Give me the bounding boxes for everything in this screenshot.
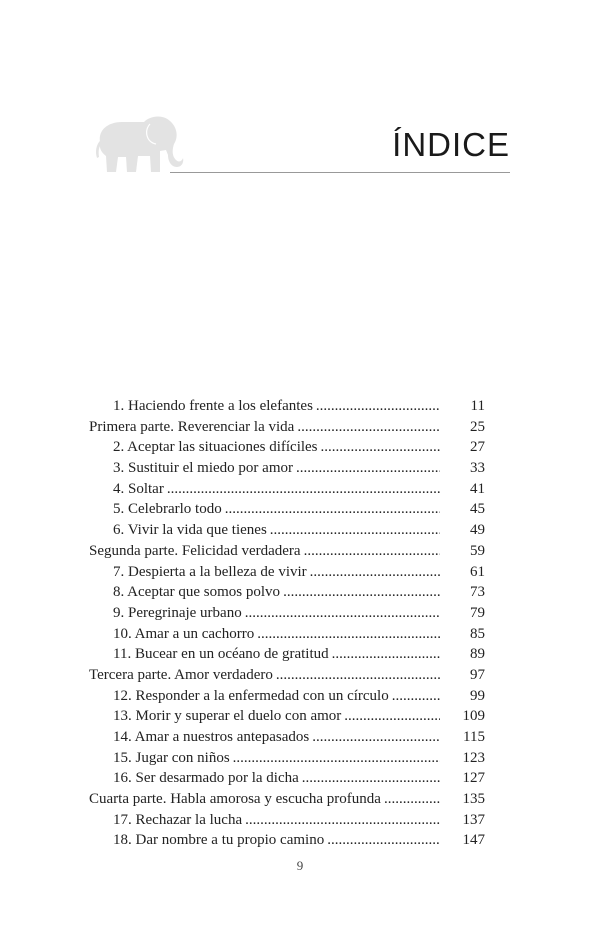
toc-entry-title: 13. Morir y superar el duelo con amor — [113, 708, 342, 725]
toc-chapter-entry — [89, 396, 485, 417]
toc-dot-leader — [304, 541, 440, 562]
toc-chapter-entry — [89, 768, 485, 789]
toc-chapter-entry — [89, 499, 485, 520]
toc-chapter-entry — [89, 603, 485, 624]
toc-chapter-entry — [89, 562, 485, 583]
toc-dot-leader — [297, 417, 440, 438]
toc-entry-title: 11. Bucear en un océano de gratitud — [113, 646, 329, 663]
toc-entry-page-number: 61 — [470, 563, 485, 580]
toc-dot-leader — [344, 706, 440, 727]
toc-dot-leader — [310, 562, 440, 583]
toc-entry-title: Cuarta parte. Habla amorosa y escucha profunda — [89, 791, 381, 808]
toc-chapter-entry — [89, 706, 485, 727]
toc-entry-title: 5. Celebrarlo todo — [113, 501, 222, 518]
toc-chapter-entry — [89, 437, 485, 458]
toc-entry-title: 10. Amar a un cachorro — [113, 625, 255, 642]
toc-entry-title: 4. Soltar — [113, 480, 164, 497]
toc-entry-page-number: 115 — [463, 729, 485, 745]
title-divider — [170, 172, 510, 173]
toc-dot-leader — [245, 603, 440, 624]
toc-entry-page-number: 49 — [470, 522, 485, 539]
toc-chapter-entry — [89, 458, 485, 479]
toc-chapter-entry — [89, 624, 485, 645]
page-number: 9 — [296, 858, 304, 873]
toc-dot-leader — [332, 644, 440, 665]
toc-entry-title: 2. Aceptar las situaciones difíciles — [113, 439, 318, 456]
toc-dot-leader — [233, 748, 440, 769]
toc-dot-leader — [245, 810, 440, 831]
toc-chapter-entry — [89, 479, 485, 500]
toc-entry-page-number: 41 — [470, 480, 485, 497]
toc-entry-page-number: 137 — [462, 811, 485, 828]
toc-entry-page-number: 27 — [470, 439, 485, 456]
toc-entry-title: 7. Despierta a la belleza de vivir — [113, 563, 307, 580]
toc-chapter-entry — [89, 644, 485, 665]
toc-dot-leader — [296, 458, 440, 479]
toc-chapter-entry — [89, 686, 485, 707]
toc-entry-page-number: 45 — [470, 501, 485, 518]
toc-dot-leader — [257, 624, 440, 645]
toc-dot-leader — [283, 582, 440, 603]
toc-entry-title: Tercera parte. Amor verdadero — [89, 666, 273, 683]
toc-entry-title: 15. Jugar con niños — [113, 749, 230, 766]
toc-entry-page-number: 59 — [470, 542, 485, 559]
toc-dot-leader — [302, 768, 440, 789]
toc-dot-leader — [167, 479, 440, 500]
toc-entry-page-number: 109 — [462, 708, 485, 725]
toc-entry-page-number: 123 — [462, 749, 485, 766]
toc-chapter-entry — [89, 810, 485, 831]
toc-entry-title: Primera parte. Reverenciar la vida — [89, 418, 295, 435]
toc-entry-page-number: 73 — [470, 584, 485, 601]
toc-entry-page-number: 11 — [470, 398, 485, 414]
toc-dot-leader — [327, 830, 440, 851]
toc-entry-page-number: 79 — [470, 604, 485, 621]
toc-dot-leader — [225, 499, 440, 520]
toc-entry-page-number: 89 — [470, 646, 485, 663]
toc-entry-title: 12. Responder a la enfermedad con un círculo — [113, 687, 389, 704]
toc-entry-page-number: 25 — [470, 418, 485, 435]
toc-entry-title: 8. Aceptar que somos polvo — [113, 584, 281, 601]
toc-dot-leader — [276, 665, 440, 686]
toc-entry-title: 17. Rechazar la lucha — [113, 811, 243, 828]
toc-chapter-entry — [89, 582, 485, 603]
toc-dot-leader — [321, 437, 440, 458]
toc-entry-title: 16. Ser desarmado por la dicha — [113, 770, 299, 787]
toc-entry-title: 1. Haciendo frente a los elefantes — [113, 398, 313, 414]
toc-entry-title: 6. Vivir la vida que tienes — [113, 522, 267, 539]
table-of-contents — [89, 396, 485, 851]
toc-part-entry — [89, 541, 485, 562]
toc-entry-page-number: 99 — [470, 687, 485, 704]
toc-chapter-entry — [89, 748, 485, 769]
toc-entry-title: Segunda parte. Felicidad verdadera — [89, 542, 301, 559]
toc-entry-page-number: 97 — [470, 666, 485, 683]
toc-dot-leader — [316, 396, 440, 417]
toc-part-entry — [89, 789, 485, 810]
toc-entry-title: 3. Sustituir el miedo por amor — [113, 460, 293, 477]
toc-entry-page-number: 127 — [462, 770, 485, 787]
toc-entry-title: 14. Amar a nuestros antepasados — [113, 729, 310, 745]
toc-dot-leader — [384, 789, 440, 810]
toc-chapter-entry — [89, 727, 485, 748]
toc-part-entry — [89, 665, 485, 686]
elephant-icon — [86, 112, 186, 174]
toc-dot-leader — [270, 520, 440, 541]
toc-entry-page-number: 33 — [470, 460, 485, 477]
toc-entry-title: 9. Peregrinaje urbano — [113, 604, 242, 621]
toc-dot-leader — [392, 686, 440, 707]
toc-entry-page-number: 147 — [462, 832, 485, 849]
page-title: ÍNDICE — [392, 126, 510, 163]
toc-dot-leader — [312, 727, 440, 748]
toc-entry-page-number: 85 — [470, 625, 485, 642]
toc-part-entry — [89, 417, 485, 438]
toc-chapter-entry — [89, 520, 485, 541]
toc-entry-title: 18. Dar nombre a tu propio camino — [113, 832, 325, 849]
toc-chapter-entry — [89, 830, 485, 851]
toc-entry-page-number: 135 — [462, 791, 485, 808]
